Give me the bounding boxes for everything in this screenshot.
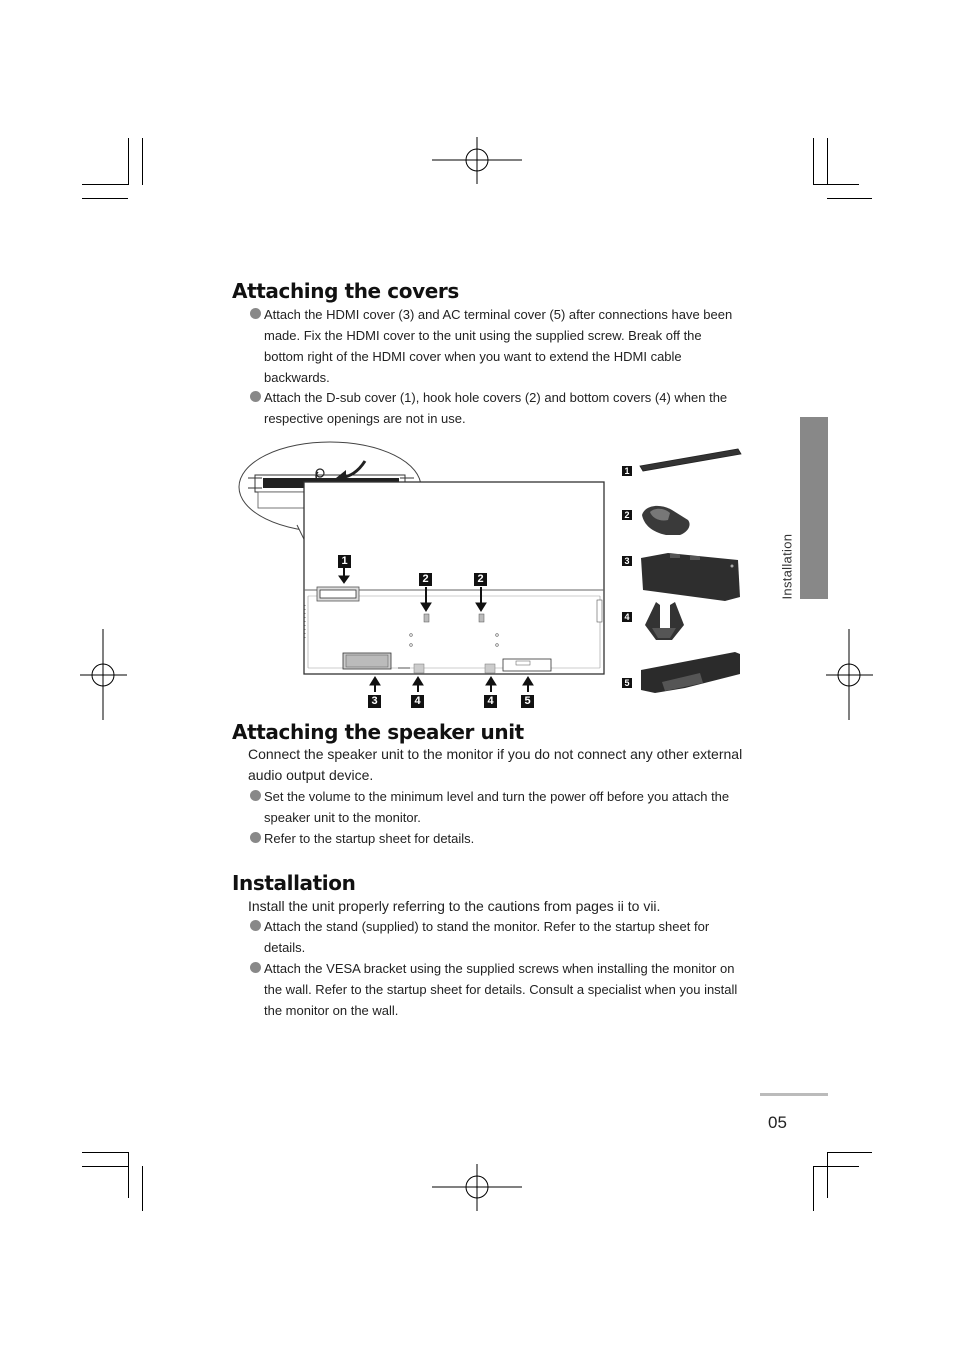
- page-number: 05: [768, 1113, 787, 1132]
- part-5-ac-terminal-cover: [641, 652, 740, 693]
- part-label: 4: [622, 612, 632, 622]
- callout-label: 5: [521, 695, 534, 708]
- bullet-dot-icon: [250, 962, 261, 973]
- bullet-dot-icon: [250, 391, 261, 402]
- registration-mark-bottom: [432, 1164, 524, 1212]
- bullet-dot-icon: [250, 920, 261, 931]
- covers-diagram: [236, 440, 756, 715]
- callout-label: 4: [411, 695, 424, 708]
- part-label: 2: [622, 510, 632, 520]
- bullet-dot-icon: [250, 308, 261, 319]
- callout-label: 2: [419, 573, 432, 586]
- part-label: 5: [622, 678, 632, 688]
- speaker-bullet-1: Set the volume to the minimum level and turn the power off before you attach the speaker unit to the monitor.: [250, 786, 740, 828]
- speaker-lead-text: Connect the speaker unit to the monitor if you do not connect any other external audio output device.: [248, 746, 743, 783]
- callout-label: 3: [368, 695, 381, 708]
- monitor-back-view: [304, 482, 604, 674]
- page-number-rule: [760, 1093, 828, 1096]
- callout-label: 1: [338, 555, 351, 568]
- bullet-dot-icon: [250, 790, 261, 801]
- registration-mark-top: [432, 137, 524, 185]
- callout-label: 2: [474, 573, 487, 586]
- part-1-dsub-cover: [640, 449, 741, 471]
- covers-bullet-1: Attach the HDMI cover (3) and AC terminal cover (5) after connections have been made. Fix the HDMI cover to the unit using the supplied screw. Break off the bottom right of the HDMI cover when you want to extend the HDMI cable backwards.: [250, 304, 740, 388]
- heading-attaching-covers: Attaching the covers: [232, 279, 459, 303]
- bullet-dot-icon: [250, 832, 261, 843]
- installation-bullet-1: Attach the stand (supplied) to stand the monitor. Refer to the startup sheet for details.: [250, 916, 740, 958]
- section-tab-label: Installation: [779, 533, 795, 600]
- section-tab: [800, 417, 828, 599]
- covers-bullet-2: Attach the D-sub cover (1), hook hole covers (2) and bottom covers (4) when the respective openings are not in use.: [250, 387, 740, 429]
- heading-attaching-speaker: Attaching the speaker unit: [232, 720, 524, 744]
- installation-bullet-2: Attach the VESA bracket using the supplied screws when installing the monitor on the wall. Refer to the startup sheet for details. Consult a specialist when you install the monitor on the wall.: [250, 958, 740, 1021]
- callout-label: 4: [484, 695, 497, 708]
- part-4-bottom-cover: [645, 602, 684, 640]
- part-3-hdmi-cover: [641, 553, 740, 601]
- registration-mark-right: [826, 629, 874, 721]
- speaker-bullet-2: Refer to the startup sheet for details.: [250, 828, 740, 849]
- heading-installation: Installation: [232, 871, 356, 895]
- registration-mark-left: [80, 629, 128, 721]
- part-2-hook-hole-cover: [642, 506, 690, 535]
- part-label: 3: [622, 556, 632, 566]
- part-label: 1: [622, 466, 632, 476]
- installation-lead-text: Install the unit properly referring to the cautions from pages ii to vii.: [248, 898, 661, 914]
